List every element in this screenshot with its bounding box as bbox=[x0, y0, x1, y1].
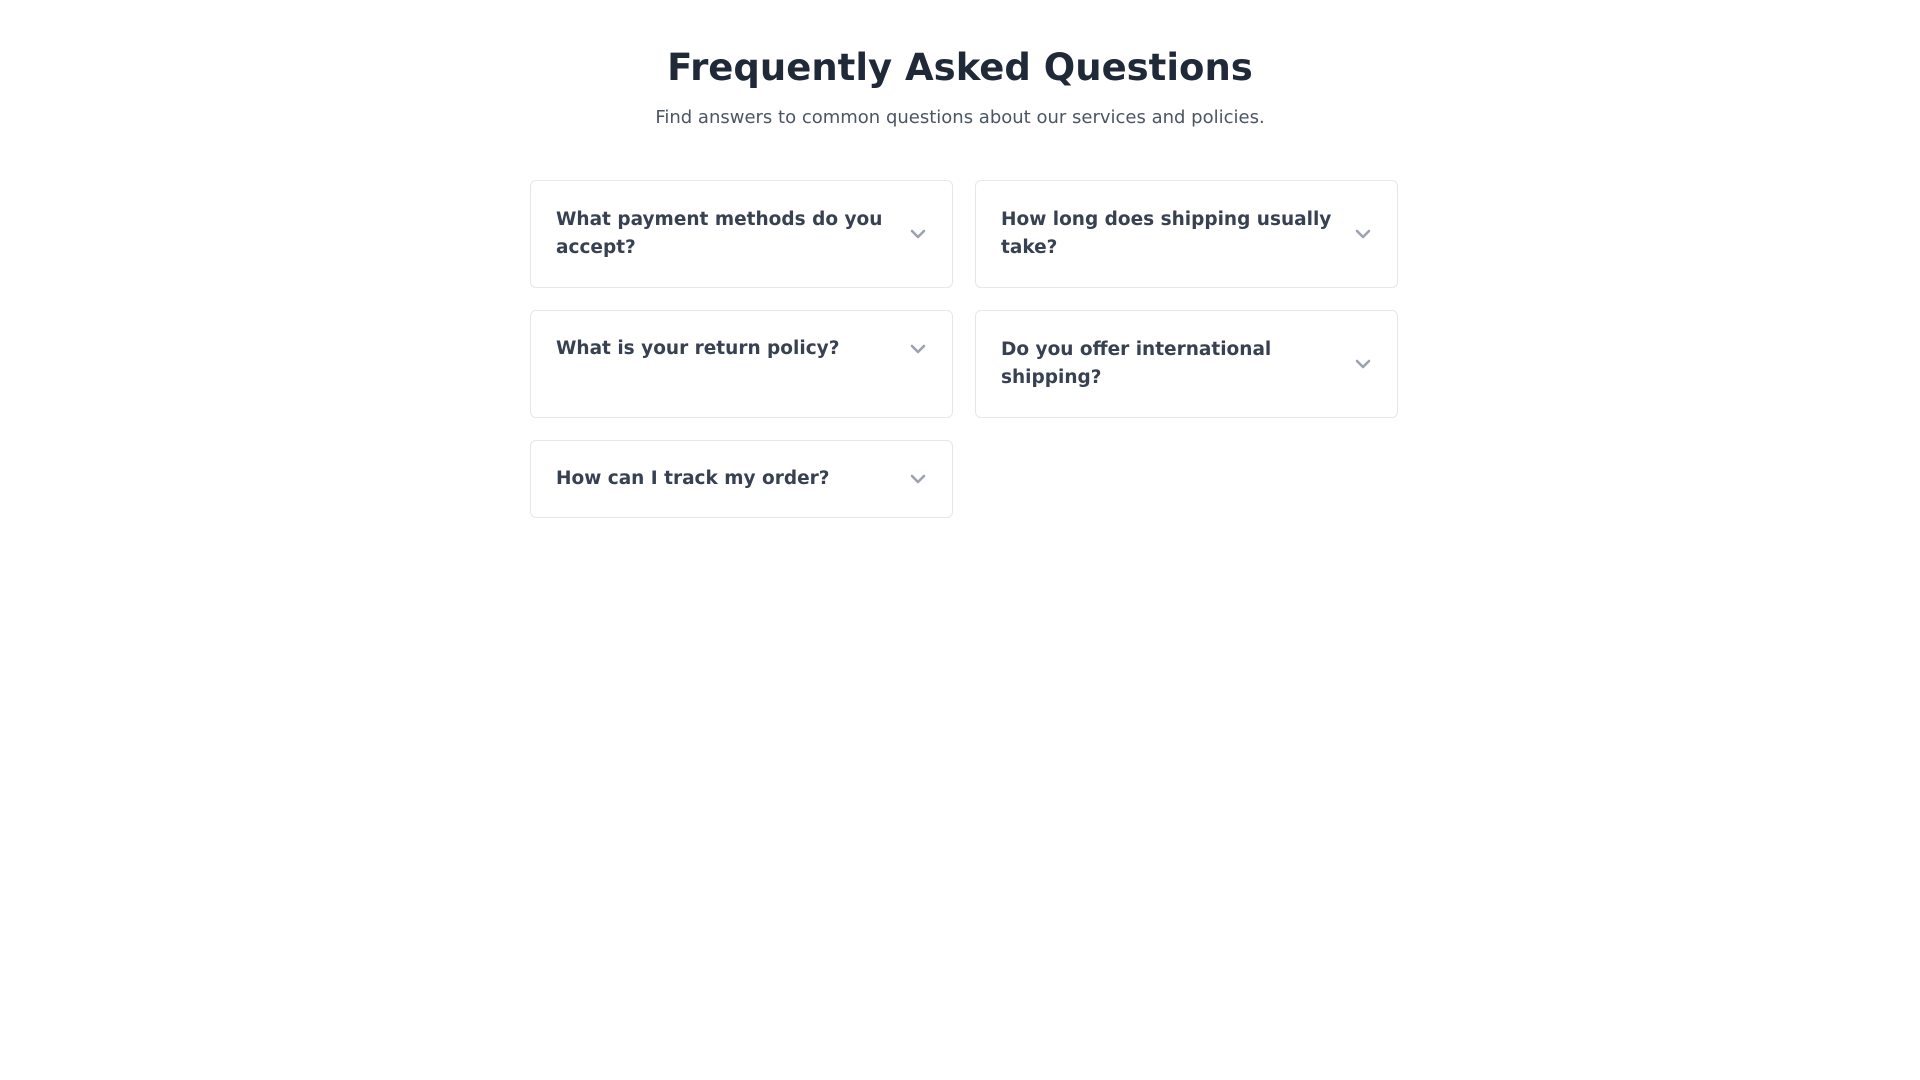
page-title: Frequently Asked Questions bbox=[667, 46, 1253, 89]
chevron-down-icon[interactable] bbox=[908, 224, 928, 244]
chevron-down-icon[interactable] bbox=[1353, 224, 1373, 244]
faq-question: What is your return policy? bbox=[556, 338, 840, 359]
page-subtitle: Find answers to common questions about our services and policies. bbox=[655, 107, 1265, 128]
faq-question: How long does shipping usually take? bbox=[1001, 209, 1332, 258]
faq-item-track-order[interactable] bbox=[530, 440, 953, 518]
faq-header bbox=[0, 44, 1920, 128]
faq-question: How can I track my order? bbox=[556, 468, 830, 489]
faq-item-return-policy[interactable] bbox=[530, 310, 953, 418]
chevron-down-icon[interactable] bbox=[1353, 354, 1373, 374]
faq-question: Do you offer international shipping? bbox=[1001, 339, 1272, 388]
chevron-down-icon[interactable] bbox=[908, 469, 928, 489]
faq-item-shipping-time[interactable] bbox=[975, 180, 1398, 288]
faq-item-international-shipping[interactable] bbox=[975, 310, 1398, 418]
chevron-down-icon[interactable] bbox=[908, 339, 928, 359]
faq-question: What payment methods do you accept? bbox=[556, 209, 883, 258]
faq-grid bbox=[530, 180, 1398, 518]
faq-item-payment-methods[interactable] bbox=[530, 180, 953, 288]
